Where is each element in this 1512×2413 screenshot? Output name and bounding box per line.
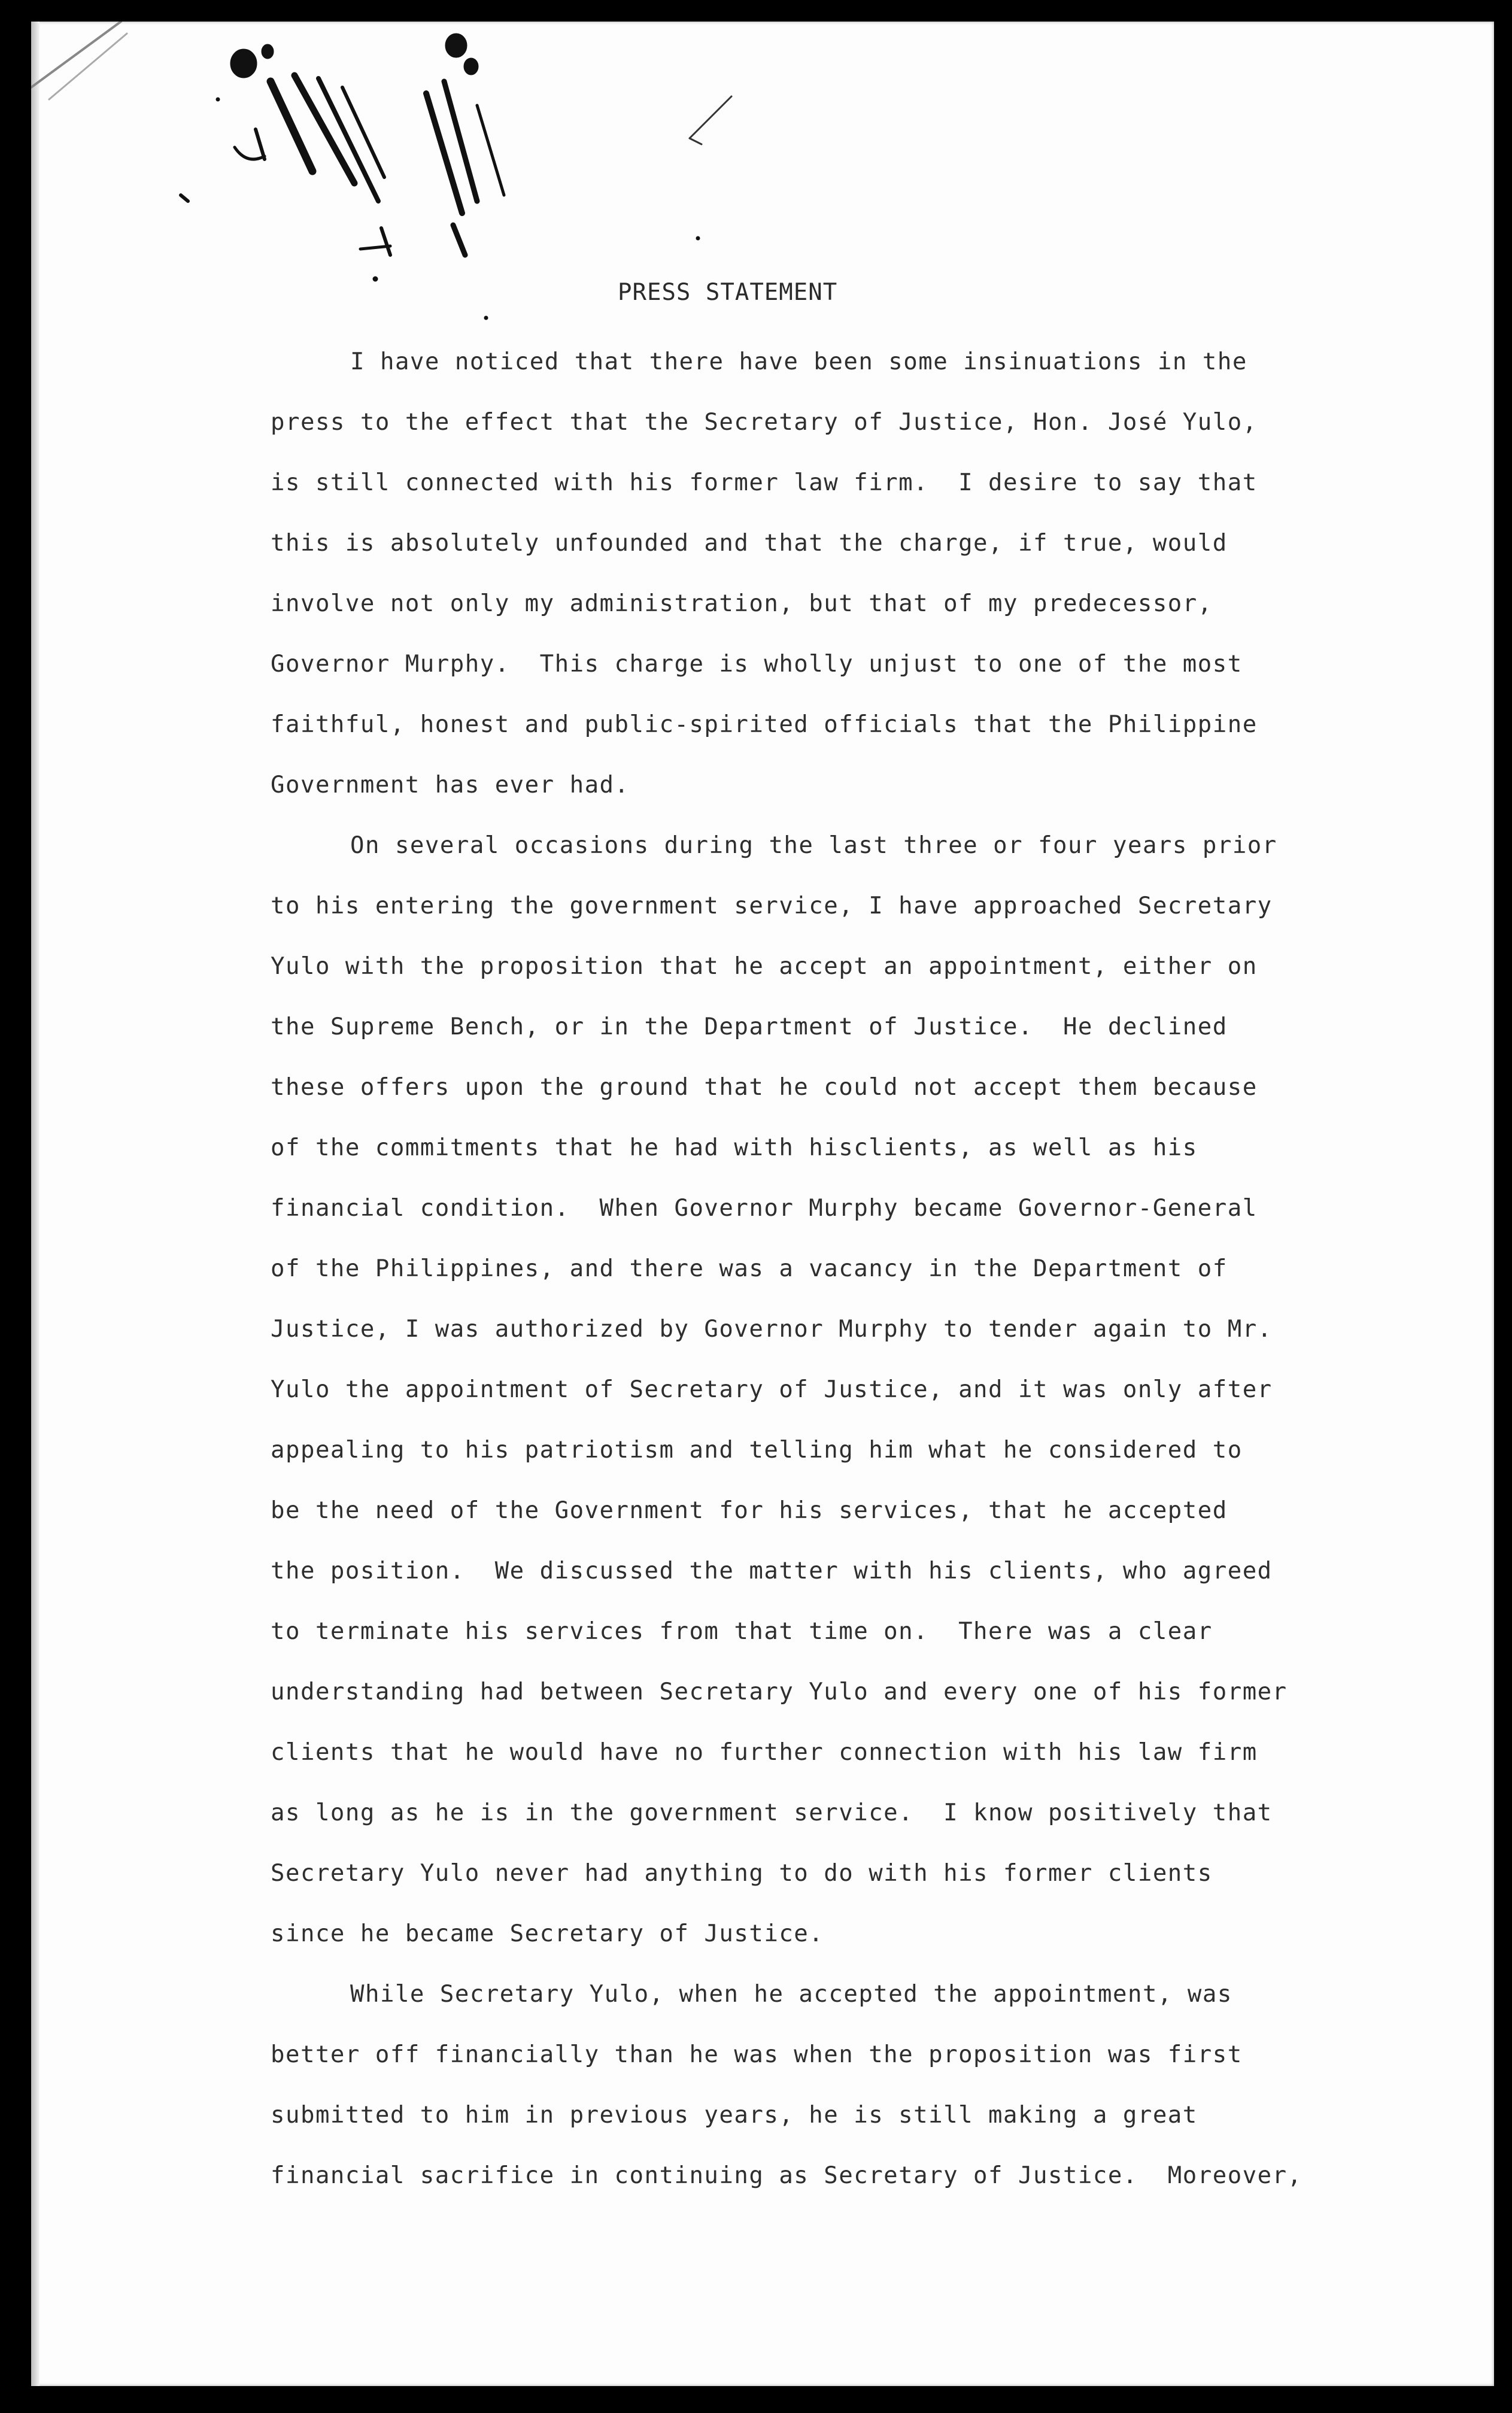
paragraph-line: of the Philippines, and there was a vacancy in the Department of [271, 1255, 1228, 1282]
ink-smudges [31, 22, 1494, 441]
paragraph-line: is still connected with his former law firm. I desire to say that [271, 469, 1258, 496]
paragraph-line: financial sacrifice in continuing as Secretary of Justice. Moreover, [271, 2162, 1302, 2189]
paragraph-line: submitted to him in previous years, he is still making a great [271, 2102, 1198, 2129]
paragraph-line: Governor Murphy. This charge is wholly unjust to one of the most [271, 651, 1243, 678]
paragraph-first-line: I have noticed that there have been some insinuations in the [350, 348, 1247, 375]
paragraph-line: since he became Secretary of Justice. [271, 1920, 824, 1947]
paragraph-first-line: While Secretary Yulo, when he accepted the appointment, was [350, 1981, 1232, 2008]
paragraph-line: Yulo the appointment of Secretary of Justice, and it was only after [271, 1376, 1273, 1403]
paragraph-line: be the need of the Government for his services, that he accepted [271, 1497, 1228, 1524]
paragraph-line: understanding had between Secretary Yulo and every one of his former [271, 1679, 1288, 1705]
paragraph-line: involve not only my administration, but that of my predecessor, [271, 590, 1213, 617]
paragraph-first-line: On several occasions during the last three or four years prior [350, 832, 1277, 859]
paragraph-line: as long as he is in the government service. I know positively that [271, 1799, 1273, 1826]
paragraph-line: better off financially than he was when the proposition was first [271, 2041, 1243, 2068]
paragraph-line: appealing to his patriotism and telling him what he considered to [271, 1437, 1243, 1464]
paragraph-line: of the commitments that he had with hisclients, as well as his [271, 1134, 1198, 1161]
paragraph-line: press to the effect that the Secretary of Justice, Hon. José Yulo, [271, 409, 1258, 436]
document-title: PRESS STATEMENT [618, 279, 838, 306]
paragraph-line: clients that he would have no further connection with his law firm [271, 1739, 1258, 1766]
paragraph-line: Secretary Yulo never had anything to do with his former clients [271, 1860, 1213, 1887]
paragraph-line: Justice, I was authorized by Governor Murphy to tender again to Mr. [271, 1316, 1273, 1343]
paragraph-line: these offers upon the ground that he could not accept them because [271, 1074, 1258, 1101]
paragraph-line: financial condition. When Governor Murphy became Governor-General [271, 1195, 1258, 1222]
paragraph-line: to terminate his services from that time on. There was a clear [271, 1618, 1213, 1645]
paragraph-line: the position. We discussed the matter with his clients, who agreed [271, 1558, 1273, 1585]
document-page [31, 22, 1494, 2386]
paragraph-line: Government has ever had. [271, 772, 630, 799]
paragraph-line: Yulo with the proposition that he accept an appointment, either on [271, 953, 1258, 980]
paragraph-line: this is absolutely unfounded and that the charge, if true, would [271, 530, 1228, 557]
paragraph-line: the Supreme Bench, or in the Department of Justice. He declined [271, 1013, 1228, 1040]
paragraph-line: faithful, honest and public-spirited officials that the Philippine [271, 711, 1258, 738]
paragraph-line: to his entering the government service, I have approached Secretary [271, 893, 1273, 919]
